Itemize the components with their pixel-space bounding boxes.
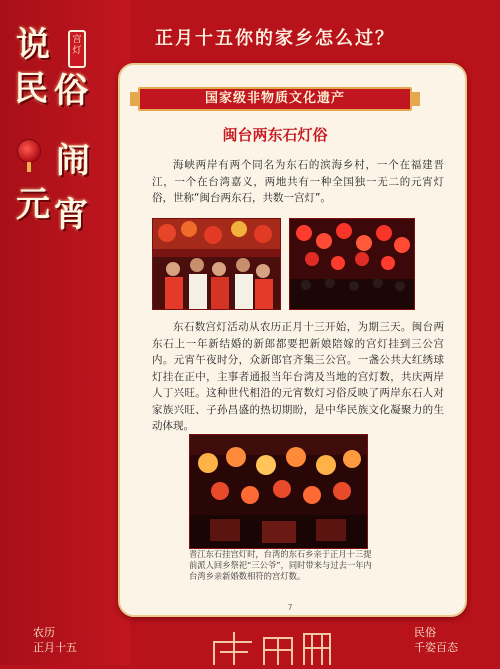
footer-right xyxy=(414,625,458,655)
banner-text: 国家级非物质文化遗产 xyxy=(204,91,345,106)
side-char-5: 元 xyxy=(16,185,50,225)
side-char-4: 闹 xyxy=(56,141,90,181)
side-calligraphy-title xyxy=(14,25,124,278)
footer-left-line1: 农历 xyxy=(33,626,55,639)
seal-text: 宫灯 xyxy=(72,35,82,56)
side-char-1: 说 xyxy=(16,25,50,65)
paragraph-activity: 东石数宫灯活动从农历正月十三开始，为期三天。闽台两东石上一年新结婚的新郎都要把新娘陪嫁的宫灯挂到三公宫内。元宵午夜时分，众新郎官齐集三公宫。一盏公共大红绣球灯挂在正中，主事者通报当年台湾及当地的宫灯数，共庆两岸人丁兴旺。这种世代相沿的元宵数灯习俗反映了两岸东石人对家族兴旺、子孙昌盛的热切期盼，是中华民族文化凝聚力的生动体现。 xyxy=(152,321,444,432)
footer-left-line2: 正月十五 xyxy=(33,641,77,654)
footer-ornament xyxy=(212,628,332,665)
page-header-title: 正月十五你的家乡怎么过？ xyxy=(155,28,395,49)
article-title: 闽台两东石灯俗 xyxy=(222,126,328,144)
side-char-3: 俗 xyxy=(54,71,88,111)
seal-stamp xyxy=(68,30,86,68)
temple-lanterns-photo xyxy=(189,434,368,549)
photo-caption: 晋江东石挂宫灯时，台湾的东石乡亲于正月十三提前派人回乡祭祀“三公爷”，同时带来与过去一年内台湾乡亲新婚数相符的宫灯数。 xyxy=(189,549,372,581)
paragraph-intro: 海峡两岸有两个同名为东石的滨海乡村，一个在福建晋江，一个在台湾嘉义，两地共有一种全国独一无二的元宵灯俗，世称“闽台两东石，共数一宫灯”。 xyxy=(152,159,444,204)
footer-right-line2: 千姿百态 xyxy=(414,641,458,654)
page-number: 7 xyxy=(287,603,293,612)
footer-right-line1: 民俗 xyxy=(414,626,436,639)
footer-left xyxy=(33,625,77,655)
heritage-banner xyxy=(138,87,412,111)
side-char-2: 民 xyxy=(14,69,48,109)
lantern-crowd-photo xyxy=(152,218,281,310)
side-char-6: 宵 xyxy=(54,195,88,235)
lantern-hall-photo xyxy=(289,218,415,310)
lantern-icon xyxy=(18,140,40,162)
